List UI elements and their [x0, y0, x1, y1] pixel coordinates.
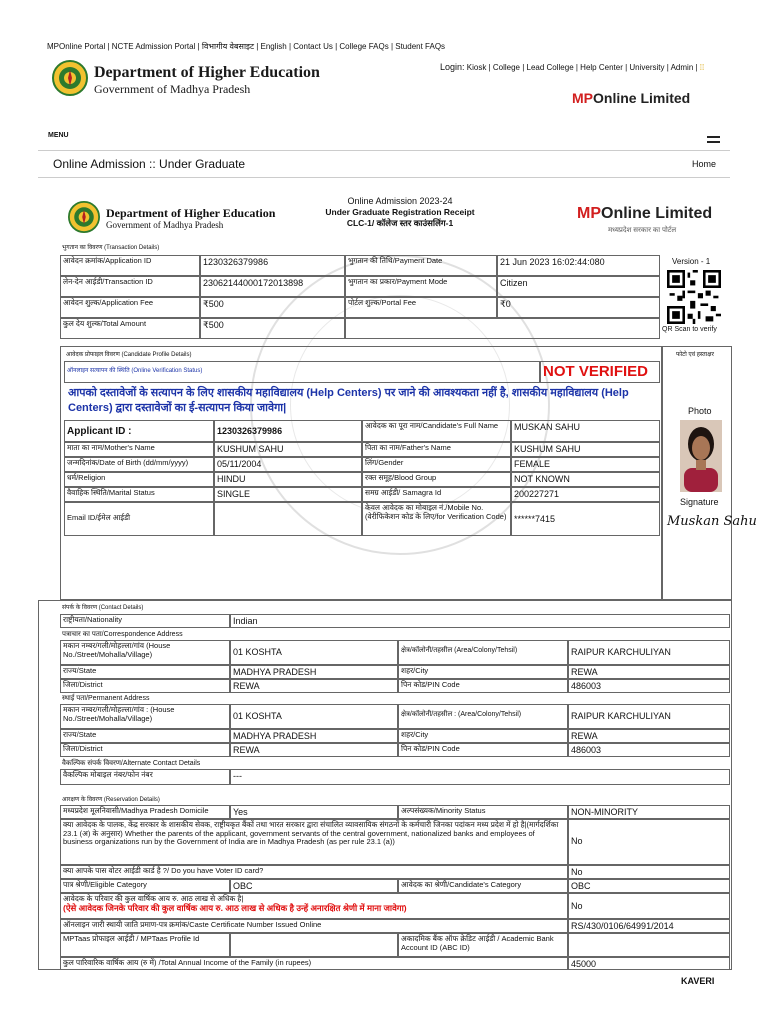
header-subtitle: Government of Madhya Pradesh: [94, 82, 251, 96]
reservation-head: आरक्षण के विवरण (Reservation Details): [62, 797, 160, 803]
email-label: Email ID/ईमेल आईडी: [64, 502, 214, 536]
dob-label: जन्मदिनांक/Date of Birth (dd/mm/yyyy): [64, 457, 214, 472]
mptaas-label: MPTaas प्रोफाइल आईडी / MPTaas Profile Id: [60, 933, 230, 957]
email-value: [214, 502, 362, 536]
blood-label: रक्त समूह/Blood Group: [362, 472, 511, 487]
city2-label: शहर/City: [398, 729, 568, 743]
transaction-head: भुगतान का विवरण (Transaction Details): [62, 245, 160, 251]
app-id-value: 1230326379986: [200, 255, 345, 276]
login-menu[interactable]: Kiosk | College | Lead College | Help Center | University | Admin |: [466, 63, 698, 72]
menu-label[interactable]: MENU: [48, 132, 69, 139]
fee-value: ₹500: [200, 297, 345, 318]
house-value: 01 KOSHTA: [230, 640, 398, 665]
voter-value: No: [568, 865, 730, 879]
txn-label: लेन-देन आईडी/Transaction ID: [60, 276, 200, 297]
father-value: KUSHUM SAHU: [511, 442, 660, 457]
payment-date-label: भुगतान की तिथि/Payment Date: [345, 255, 497, 276]
corr-head: पत्राचार का पता/Correspondence Address: [62, 631, 183, 638]
payment-mode-value: Citizen: [497, 276, 660, 297]
verification-status-value: NOT VERIFIED: [543, 363, 649, 380]
city-label: शहर/City: [398, 665, 568, 679]
dob-value: 05/11/2004: [214, 457, 362, 472]
samagra-value: 200227271: [511, 487, 660, 502]
portal-fee-value: ₹0: [497, 297, 660, 318]
home-link[interactable]: Home: [691, 159, 716, 169]
mponline-logo: MPOnline Limited: [572, 90, 691, 106]
alt-mobile-label: वैकल्पिक मोबाइल नंबर/फोन नंबर: [60, 769, 230, 785]
minority-label: अल्पसंख्यक/Minority Status: [398, 805, 568, 819]
caste-value: RS/430/0106/64991/2014: [568, 919, 730, 933]
income-value: 45000: [568, 957, 730, 970]
marital-value: SINGLE: [214, 487, 362, 502]
txn-value: 23062144000172013898: [200, 276, 345, 297]
fee-label: आवेदन शुल्क/Application Fee: [60, 297, 200, 318]
fullname-label: आवेदक का पूरा नाम/Candidate's Full Name: [362, 420, 511, 442]
father-label: पिता का नाम/Father's Name: [362, 442, 511, 457]
pin2-label: पिन कोड/PIN Code: [398, 743, 568, 757]
photo-head: फोटो एवं हस्ताक्षर: [676, 352, 714, 358]
receipt-line1: Online Admission 2023-24: [347, 196, 453, 206]
gender-value: FEMALE: [511, 457, 660, 472]
profile-head: आवेदक प्रोफाइल विवरण (Candidate Profile Details): [66, 352, 192, 358]
state-value: MADHYA PRADESH: [230, 665, 398, 679]
cand-cat-label: आवेदक का श्रेणी/Candidate's Category: [398, 879, 568, 893]
income8-note: (ऐसे आवेदक जिनके परिवार की कुल वार्षिक आय रु. आठ लाख से अधिक है उन्हें अनारक्षित श्रेणी में माना जावेगा): [63, 902, 407, 913]
voter-label: क्या आपके पास वोटर आईडी कार्ड है ?/ Do you have Voter ID card?: [60, 865, 568, 879]
domicile-value: Yes: [230, 805, 398, 819]
govt-label: क्या आवेदक के पालक, केंद्र सरकार के शासकीय सेवक, राष्ट्रीयकृत बैंकों तथा भारत सरकार द्वारा संचालित व्यावसायिक संगठनों के कर्मचारी जिनका पदांकन मध्य प्रदेश में हो है|(मार्गदर्शिका 23.1 (अ) के अनुसार) Whether the parents of the applicant, government servants of the central government, nationalized banks and employees of business organizations run by the Government of India are in Madhya Pradesh (as per rule 23.1 (a)): [60, 819, 568, 865]
house2-value: 01 KOSHTA: [230, 704, 398, 729]
nationality-value: Indian: [230, 614, 730, 628]
alt-head: वैकल्पिक संपर्क विवरण/Alternate Contact Details: [62, 760, 201, 767]
total-label: कुल देय शुल्क/Total Amount: [60, 318, 200, 339]
religion-label: धर्म/Religion: [64, 472, 214, 487]
page-title: Online Admission :: Under Graduate: [53, 157, 246, 171]
grid-icon[interactable]: ⁞⁞: [699, 63, 705, 72]
gender-label: लिंग/Gender: [362, 457, 511, 472]
total-empty-cell: [345, 318, 660, 339]
caste-label: ऑनलाइन जारी स्थायी जाति प्रमाण-पत्र क्रमांक/Caste Certificate Number Issued Online: [60, 919, 568, 933]
house-label: मकान नम्बर/गली/मोहल्ला/गांव (House No./Street/Mohalla/Village): [60, 640, 230, 665]
applicant-id-label: Applicant ID :: [64, 420, 214, 442]
religion-value: HINDU: [214, 472, 362, 487]
marital-label: वैवाहिक स्थिति/Marital Status: [64, 487, 214, 502]
district-label: जिला/District: [60, 679, 230, 693]
fullname-value: MUSKAN SAHU: [511, 420, 660, 442]
pin-value: 486003: [568, 679, 730, 693]
city2-value: REWA: [568, 729, 730, 743]
income8-label: [60, 893, 568, 919]
version-label: Version - 1: [672, 257, 711, 266]
verification-status-label: ऑनलाइन सत्यापन की स्थिति (Online Verification Status): [64, 361, 540, 383]
abc-value: [568, 933, 730, 957]
contact-head: संपर्क के विवरण (Contact Details): [62, 605, 144, 611]
nationality-label: राष्ट्रीयता/Nationality: [60, 614, 230, 628]
blood-value: NOT KNOWN: [511, 472, 660, 487]
receipt-line2: Under Graduate Registration Receipt: [325, 207, 475, 217]
portal-fee-label: पोर्टल शुल्क/Portal Fee: [345, 297, 497, 318]
footer-name: KAVERI: [681, 976, 715, 986]
eligible-label: पात्र श्रेणी/Eligible Category: [60, 879, 230, 893]
district-value: REWA: [230, 679, 398, 693]
area2-label: क्षेत्र/कॉलोनी/तहसील : (Area/Colony/Tehsil): [398, 704, 568, 729]
perm-head: स्थाई पता/Permanent Address: [62, 695, 150, 702]
state-label: राज्य/State: [60, 665, 230, 679]
total-value: ₹500: [200, 318, 345, 339]
domicile-label: मध्यप्रदेश मूलनिवासी/Madhya Pradesh Domicile: [60, 805, 230, 819]
payment-mode-label: भुगतान का प्रकार/Payment Mode: [345, 276, 497, 297]
hamburger-icon[interactable]: [707, 136, 720, 146]
abc-label: अकादमिक बैंक ऑफ क्रेडिट आईडी / Academic Bank Account ID (ABC ID): [398, 933, 568, 957]
govt-value: No: [568, 819, 730, 865]
header-title: Department of Higher Education: [94, 64, 320, 81]
qr-label: QR Scan to verify: [662, 326, 717, 333]
state2-value: MADHYA PRADESH: [230, 729, 398, 743]
house2-label: मकान नम्बर/गली/मोहल्ला/गांव : (House No./Street/Mohalla/Village): [60, 704, 230, 729]
eligible-value: OBC: [230, 879, 398, 893]
income8-text: आवेदक के परिवार की कुल वार्षिक आय रु. आठ लाख से अधिक है|: [63, 894, 244, 903]
payment-date-value: 21 Jun 2023 16:02:44:080: [497, 255, 660, 276]
receipt-line3: CLC-1/ कॉलेज स्तर काउंसलिंग-1: [346, 218, 454, 228]
receipt-mponline-logo: MPOnline Limited: [577, 205, 713, 222]
qr-code-icon[interactable]: [667, 270, 721, 324]
pin-label: पिन कोड/PIN Code: [398, 679, 568, 693]
app-id-label: आवेदन क्रमांक/Application ID: [60, 255, 200, 276]
income8-value: No: [568, 893, 730, 919]
mp-emblem-icon: [52, 60, 88, 96]
page-title-bar: [38, 150, 730, 178]
samagra-label: समग्र आईडी/ Samagra Id: [362, 487, 511, 502]
district2-value: REWA: [230, 743, 398, 757]
state2-label: राज्य/State: [60, 729, 230, 743]
mother-value: KUSHUM SAHU: [214, 442, 362, 457]
area2-value: RAIPUR KARCHULIYAN: [568, 704, 730, 729]
mptaas-value: [230, 933, 398, 957]
mobile-label: केवल आवेदक का मोबाइल नं./Mobile No. (वेरीफिकेशन कोड के लिए/for Verification Code): [362, 502, 511, 536]
receipt-emblem-icon: [68, 201, 100, 233]
district2-label: जिला/District: [60, 743, 230, 757]
applicant-photo: [680, 420, 722, 492]
photo-label: Photo: [688, 406, 712, 416]
mobile-value: ******7415: [511, 502, 660, 536]
pin2-value: 486003: [568, 743, 730, 757]
alt-mobile-value: ---: [230, 769, 730, 785]
area-label: क्षेत्र/कॉलोनी/तहसील (Area/Colony/Tehsil): [398, 640, 568, 665]
receipt-tagline: मध्यप्रदेश सरकार का पोर्टल: [608, 227, 677, 234]
signature-image: Muskan Sahu: [667, 514, 757, 529]
login-label: Login:: [440, 62, 465, 72]
mother-label: माता का नाम/Mother's Name: [64, 442, 214, 457]
login-links[interactable]: [440, 62, 704, 72]
minority-value: NON-MINORITY: [568, 805, 730, 819]
receipt-dept-title: Department of Higher Education: [106, 206, 276, 220]
area-value: RAIPUR KARCHULIYAN: [568, 640, 730, 665]
applicant-id-value: 1230326379986: [214, 420, 362, 442]
verification-notice: आपको दस्तावेजों के सत्यापन के लिए शासकीय महाविद्यालय (Help Centers) पर जाने की आवश्यकता नहीं है, शासकीय महाविद्यालय (Help Centers) द्वारा दस्तावेजों का ई-सत्यापन किया जावेगा|: [68, 387, 629, 414]
income-label: कुल पारिवारिक वार्षिक आय (रु में) /Total Annual Income of the Family (in rupees): [60, 957, 568, 970]
signature-label: Signature: [680, 497, 719, 507]
cand-cat-value: OBC: [568, 879, 730, 893]
city-value: REWA: [568, 665, 730, 679]
receipt-dept-sub: Government of Madhya Pradesh: [106, 220, 224, 230]
top-links[interactable]: MPOnline Portal | NCTE Admission Portal | विभागीय वेबसाइट | English | Contact Us | College FAQs | Student FAQs: [47, 42, 446, 51]
